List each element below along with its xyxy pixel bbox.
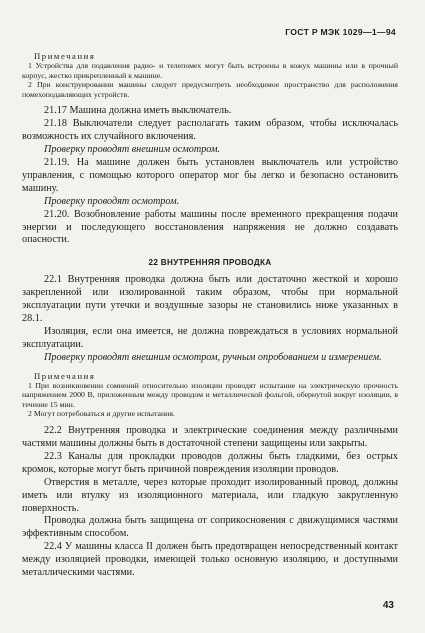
clause-paragraph: 22.1 Внутренняя проводка должна быть или достаточно жесткой и хорошо закрепленной или изолированной таким образом, чтобы при нормальной эксплуатации пути утечки и воздушные зазоры не становились ниже указанных в 28.1. [22, 274, 398, 325]
inspection-method-note: Проверку проводят внешним осмотром. [44, 144, 221, 156]
clause-paragraph: Отверстия в металле, через которые проходит изолированный провод, должны иметь или втулку из изоляционного материала, или гладкую закругленную поверхность. [22, 476, 398, 514]
note-item: 2 При конструировании машины следует предусмотреть необходимое пространство для расположения помехоподавляющих устройств. [22, 80, 398, 99]
clause-paragraph: 21.17 Машина должна иметь выключатель. [44, 105, 232, 117]
standard-code-header: ГОСТ Р МЭК 1029—1—94 [285, 27, 396, 37]
page-number: 43 [382, 600, 394, 611]
clause-paragraph: 22.4 У машины класса II должен быть предотвращен непосредственный контакт между изоляцией проводки, имеющей только основную изоляцию, и доступными металлическими частями. [22, 541, 398, 579]
clause-paragraph: 21.20. Возобновление работы машины после временного прекращения подачи энергии и последующего восстановления напряжения не должно создавать опасности. [22, 208, 398, 246]
clause-paragraph: Проводка должна быть защищена от соприкосновения с движущимися частями эффективным способом. [22, 515, 398, 540]
note-item: 2 Могут потребоваться и другие испытания. [28, 409, 175, 419]
clause-paragraph: Изоляция, если она имеется, не должна повреждаться в условиях нормальной эксплуатации. [22, 325, 398, 350]
page-content [22, 49, 398, 580]
section-heading: 22 ВНУТРЕННЯЯ ПРОВОДКА [148, 258, 272, 268]
clause-paragraph: 22.2 Внутренняя проводка и электрические соединения между различными частями машины должны быть в достаточной степени защищены или закрыты. [22, 425, 398, 449]
clause-paragraph: 22.3 Каналы для прокладки проводов должны быть гладкими, без острых кромок, которые могут быть причиной повреждения изоляции проводов. [22, 450, 398, 475]
note-item: 1 Устройства для подавления радио- и телепомех могут быть встроены в кожух машины или в прочный корпус, жестко прикрепленный к машине. [22, 61, 398, 80]
inspection-method-note: Проверку проводят осмотром. [44, 195, 180, 207]
notes-title: Примечания [34, 51, 96, 61]
note-item: 1 При возникновении сомнений относительно изоляции проводят испытание на электрическую прочность напряжением 2000 В, приложенным между проводом и металлической фольгой, обернутой вокруг изоляции, в течение 15 мин. [22, 380, 398, 409]
clause-paragraph: 21.18 Выключатели следует располагать таким образом, чтобы исключалась возможность их случайного включения. [22, 118, 398, 143]
notes-title: Примечания [34, 370, 96, 381]
inspection-method-note: Проверку проводят внешним осмотром, ручным опробованием и измерением. [44, 351, 382, 363]
clause-paragraph: 21.19. На машине должен быть установлен выключатель или устройство управления, с помощью которого оператор мог бы легко и безопасно остановить машину. [22, 157, 398, 194]
